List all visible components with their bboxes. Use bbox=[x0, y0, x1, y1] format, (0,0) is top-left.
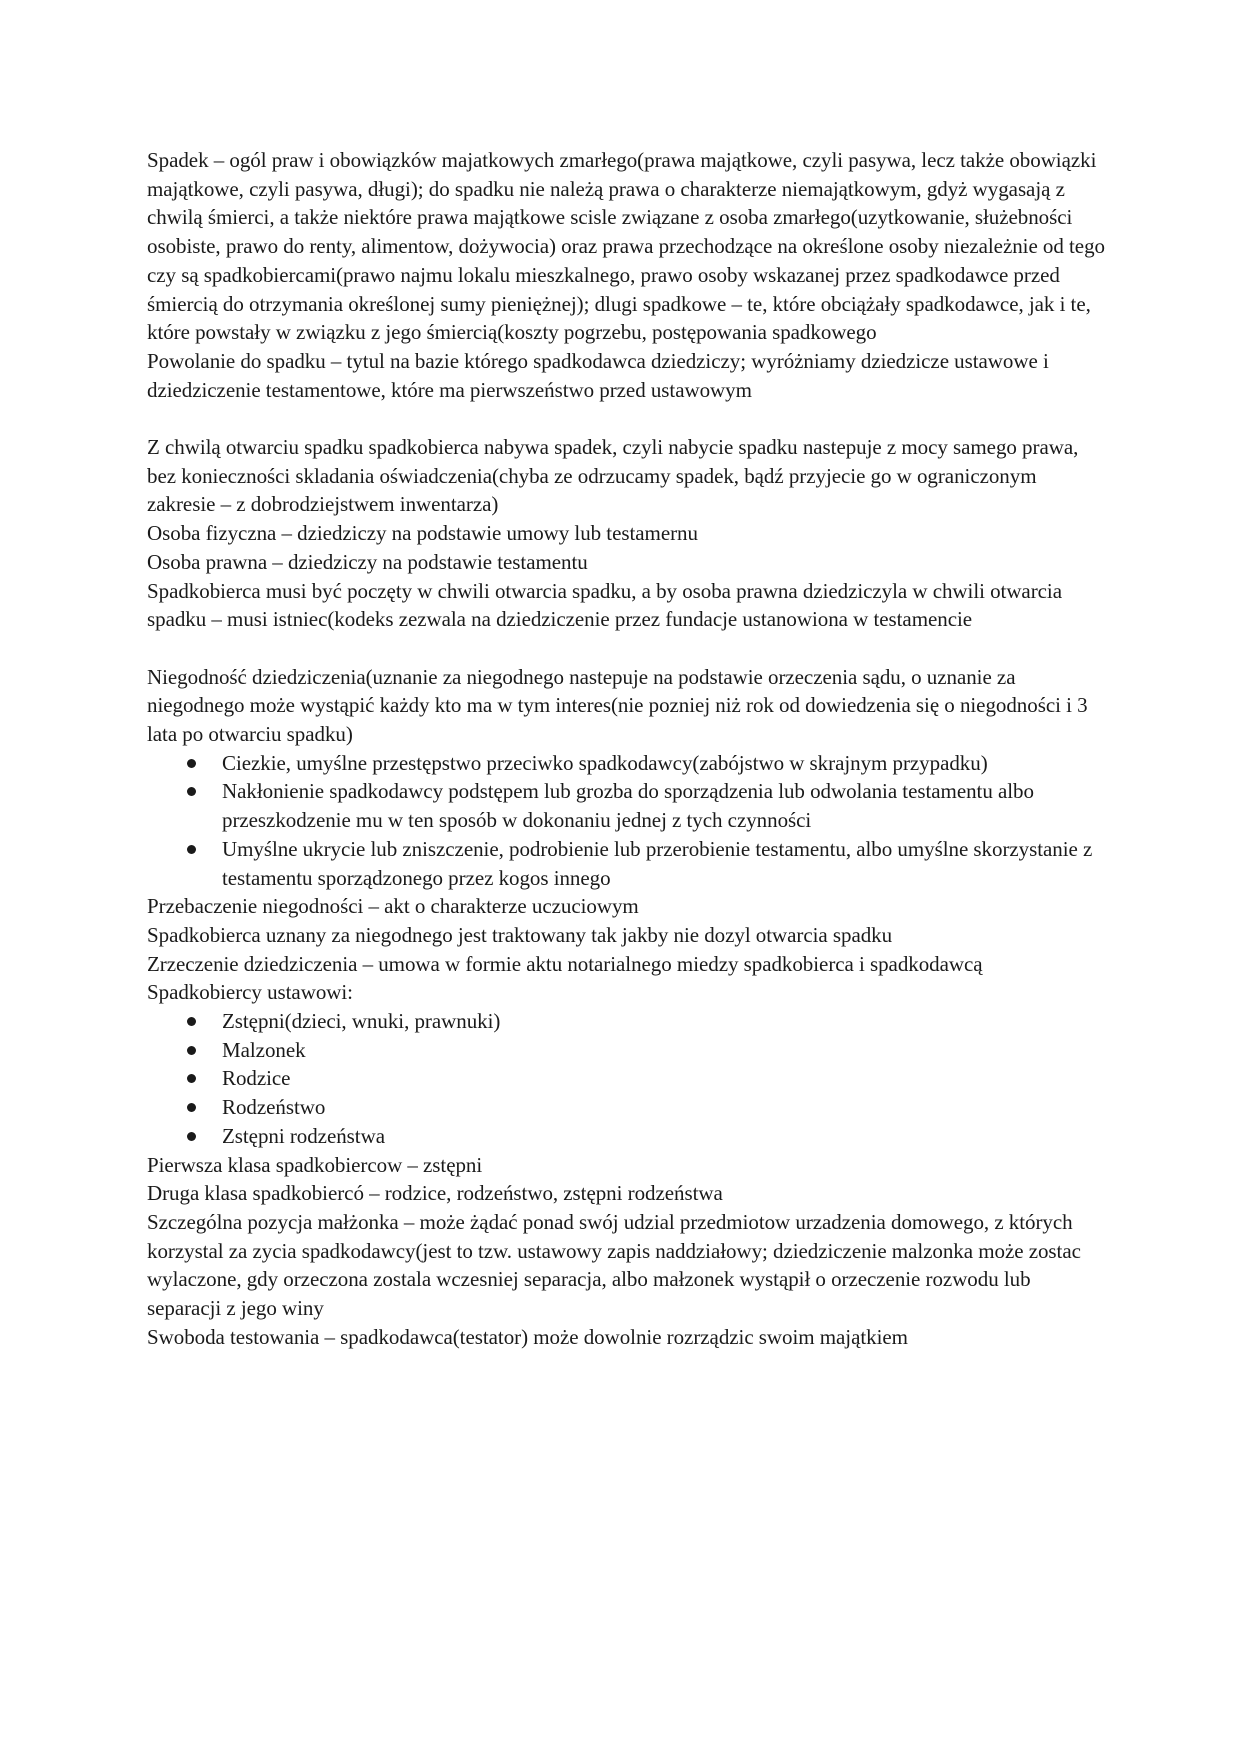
list-item bbox=[147, 1122, 1107, 1151]
paragraph-spadek-definition: Spadek – ogól praw i obowiązków majatkowych zmarłego(prawa majątkowe, czyli pasywa, lecz także obowiązki majątkowe, czyli pasywa, długi); do spadku nie należą prawa o charakterze niemajątkowym, gdyż wygasają z chwilą śmierci, a także niektóre prawa majątkowe scisle związane z osoba zmarłego(uzytkowanie, służebności osobiste, prawo do renty, alimentow, dożywocia) oraz prawa przechodzące na określone osoby niezależnie od tego czy są spadkobiercami(prawo najmu lokalu mieszkalnego, prawo osoby wskazanej przez spadkodawce przed śmiercią do otrzymania określonej sumy pieniężnej); dlugi spadkowe – te, które obciążały spadkodawce, jak i te, które powstały w związku z jego śmiercią(koszty pogrzebu, postępowania spadkowego bbox=[147, 148, 1105, 345]
paragraph-osoba-fizyczna: Osoba fizyczna – dziedziczy na podstawie umowy lub testamernu bbox=[147, 521, 698, 546]
paragraph-pozycja-malzonka: Szczególna pozycja małżonka – może żądać ponad swój udzial przedmiotow urzadzenia domowego, z których korzystal za zycia spadkodawcy(jest to tzw. ustawowy zapis naddziałowy; dziedziczenie malzonka może zostac wylaczone, gdy orzeczona zostala wczesniej separacja, albo małzonek wystąpił o orzeczenie rozwodu lub separacji z jego winy bbox=[147, 1209, 1081, 1321]
bullet-icon bbox=[187, 1132, 196, 1141]
paragraph-niegodnosc: Niegodność dziedziczenia(uznanie za niegodnego nastepuje na podstawie orzeczenia sądu, o uznanie za niegodnego może wystąpić każdy kto ma w tym interes(nie pozniej niż rok od dowiedzenia się o niegodności i 3 lata po otwarciu spadku) bbox=[147, 664, 1088, 747]
paragraph-spadkobierca-niegodny: Spadkobierca uznany za niegodnego jest traktowany tak jakby nie dozyl otwarcia spadku bbox=[147, 922, 893, 947]
list-item-text: Zstępni(dzieci, wnuki, prawnuki) bbox=[222, 1009, 501, 1034]
bullet-icon bbox=[187, 1074, 196, 1083]
paragraph-spadkobierca-poczety: Spadkobierca musi być poczęty w chwili otwarcia spadku, a by osoba prawna dziedziczyla w chwili otwarcia spadku – musi istniec(kodeks zezwala na dziedziczenie przez fundacje ustanowiona w testamencie bbox=[147, 578, 1062, 632]
list-item-text: Umyślne ukrycie lub zniszczenie, podrobienie lub przerobienie testamentu, albo umyślne skorzystanie z testamentu sporządzonego przez kogos innego bbox=[222, 836, 1093, 890]
list-item-text: Malzonek bbox=[222, 1037, 306, 1062]
bullet-icon bbox=[187, 845, 196, 854]
list-item bbox=[147, 777, 1107, 834]
bullet-icon bbox=[187, 1046, 196, 1055]
list-item-text: Ciezkie, umyślne przestępstwo przeciwko spadkodawcy(zabójstwo w skrajnym przypadku) bbox=[222, 750, 988, 775]
document-body bbox=[147, 146, 1107, 1352]
list-item-text: Rodzice bbox=[222, 1066, 291, 1091]
list-item bbox=[147, 749, 1107, 778]
list-item bbox=[147, 1064, 1107, 1093]
paragraph-otwarcie-spadku: Z chwilą otwarciu spadku spadkobierca nabywa spadek, czyli nabycie spadku nastepuje z mocy samego prawa, bez konieczności skladania oświadczenia(chyba ze odrzucamy spadek, bądź przyjecie go w ograniczonym zakresie – z dobrodziejstwem inwentarza) bbox=[147, 435, 1079, 517]
paragraph-spacer bbox=[147, 404, 1107, 433]
paragraph-spadkobiercy-ustawowi: Spadkobiercy ustawowi: bbox=[147, 980, 353, 1005]
list-item-text: Rodzeństwo bbox=[222, 1095, 326, 1120]
paragraph-zrzeczenie: Zrzeczenie dziedziczenia – umowa w formie aktu notarialnego miedzy spadkobierca i spadkodawcą bbox=[147, 951, 983, 976]
paragraph-osoba-prawna: Osoba prawna – dziedziczy na podstawie testamentu bbox=[147, 549, 588, 574]
list-item bbox=[147, 835, 1107, 892]
paragraph-spacer bbox=[147, 634, 1107, 663]
list-item bbox=[147, 1093, 1107, 1122]
list-item bbox=[147, 1036, 1107, 1065]
bullet-icon bbox=[187, 1103, 196, 1112]
list-item-text: Nakłonienie spadkodawcy podstępem lub grozba do sporządzenia lub odwolania testamentu albo przeszkodzenie mu w ten sposób w dokonaniu jednej z tych czynności bbox=[222, 779, 1034, 833]
bullet-icon bbox=[187, 1017, 196, 1026]
paragraph-druga-klasa: Druga klasa spadkobiercó – rodzice, rodzeństwo, zstępni rodzeństwa bbox=[147, 1181, 723, 1206]
list-niegodnosc-reasons bbox=[147, 749, 1107, 893]
list-item-text: Zstępni rodzeństwa bbox=[222, 1123, 385, 1148]
list-item bbox=[147, 1007, 1107, 1036]
paragraph-powolanie-do-spadku: Powolanie do spadku – tytul na bazie którego spadkodawca dziedziczy; wyróżniamy dziedzicze ustawowe i dziedziczenie testamentowe, które ma pierwszeństwo przed ustawowym bbox=[147, 348, 1049, 402]
list-spadkobiercy-ustawowi bbox=[147, 1007, 1107, 1151]
bullet-icon bbox=[187, 759, 196, 768]
paragraph-swoboda-testowania: Swoboda testowania – spadkodawca(testator) może dowolnie rozrządzic swoim majątkiem bbox=[147, 1324, 908, 1349]
bullet-icon bbox=[187, 787, 196, 796]
paragraph-pierwsza-klasa: Pierwsza klasa spadkobiercow – zstępni bbox=[147, 1152, 483, 1177]
paragraph-przebaczenie: Przebaczenie niegodności – akt o charakterze uczuciowym bbox=[147, 894, 639, 919]
